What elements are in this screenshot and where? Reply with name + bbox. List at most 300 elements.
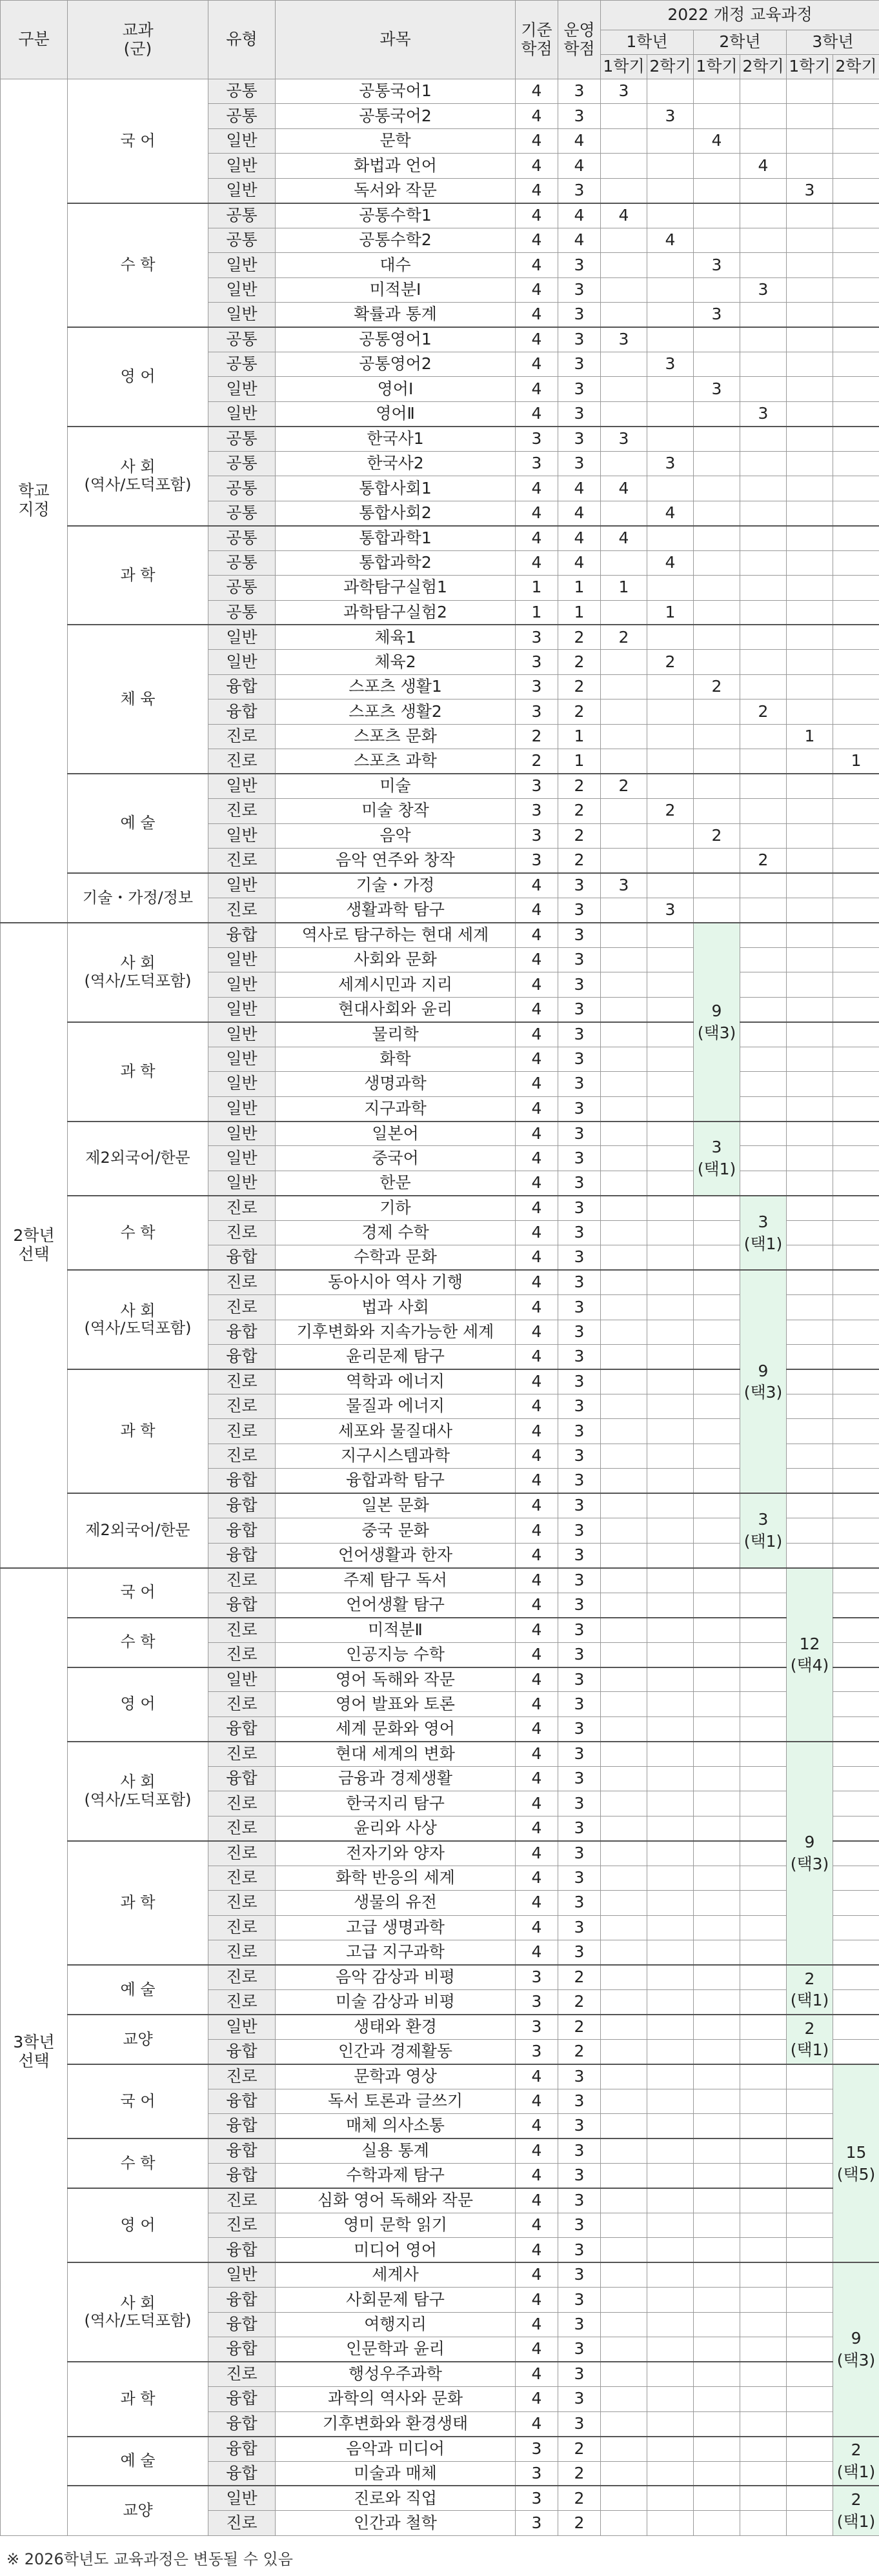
course-type: 융합 bbox=[208, 2288, 276, 2312]
semester-credit bbox=[787, 2164, 833, 2188]
semester-credit bbox=[787, 823, 833, 848]
semester-credit bbox=[740, 823, 787, 848]
semester-credit bbox=[694, 1270, 740, 1294]
course-name: 화학 반응의 세계 bbox=[276, 1866, 516, 1890]
semester-credit bbox=[740, 1096, 787, 1121]
base-credits: 4 bbox=[516, 873, 558, 898]
course-type: 공통 bbox=[208, 600, 276, 625]
subject-group bbox=[68, 1493, 208, 1567]
course-type: 융합 bbox=[208, 2411, 276, 2436]
subject-group-text: 국 어 bbox=[120, 2091, 156, 2110]
semester-credit bbox=[833, 550, 879, 575]
course-name: 고급 생명과학 bbox=[276, 1915, 516, 1940]
semester-credit bbox=[787, 1096, 833, 1121]
semester-credit bbox=[833, 1642, 879, 1667]
semester-credit bbox=[647, 2362, 694, 2386]
semester-credit bbox=[787, 849, 833, 873]
semester-credit bbox=[740, 1891, 787, 1915]
subject-group bbox=[68, 327, 208, 427]
semester-credit bbox=[740, 2362, 787, 2386]
course-type: 일반 bbox=[208, 1171, 276, 1195]
course-type: 융합 bbox=[208, 1518, 276, 1543]
semester-credit bbox=[601, 1444, 647, 1468]
semester-credit bbox=[787, 997, 833, 1021]
semester-credit bbox=[787, 2114, 833, 2138]
elective-credit-label: 9 (택3) bbox=[743, 1361, 783, 1402]
semester-credit bbox=[694, 1816, 740, 1840]
semester-credit bbox=[833, 1245, 879, 1270]
semester-credit: 3 bbox=[647, 451, 694, 476]
subject-group bbox=[68, 79, 208, 203]
op-credits: 3 bbox=[558, 2164, 601, 2188]
table-row bbox=[1, 625, 879, 649]
semester-credit bbox=[601, 2312, 647, 2337]
course-name: 체육1 bbox=[276, 625, 516, 649]
semester-credit bbox=[601, 2089, 647, 2113]
semester-credit bbox=[833, 1270, 879, 1294]
semester-credit bbox=[740, 1047, 787, 1071]
base-credits: 4 bbox=[516, 1394, 558, 1419]
semester-credit bbox=[787, 1394, 833, 1419]
semester-credit bbox=[647, 1171, 694, 1195]
semester-credit bbox=[647, 1791, 694, 1816]
semester-credit bbox=[833, 1295, 879, 1320]
elective-credit-label: 2 (택1) bbox=[836, 2440, 876, 2481]
semester-credit bbox=[787, 303, 833, 327]
op-credits: 3 bbox=[558, 79, 601, 104]
course-name: 통합사회1 bbox=[276, 476, 516, 501]
base-credits: 4 bbox=[516, 1518, 558, 1543]
op-credits: 3 bbox=[558, 2387, 601, 2411]
course-type: 일반 bbox=[208, 2486, 276, 2510]
elective-credit-block bbox=[787, 1742, 833, 1965]
table-row bbox=[1, 2262, 879, 2287]
base-credits: 3 bbox=[516, 1965, 558, 1989]
course-type: 공통 bbox=[208, 501, 276, 525]
course-type: 일반 bbox=[208, 178, 276, 203]
semester-credit bbox=[647, 1543, 694, 1567]
course-name: 기술・가정 bbox=[276, 873, 516, 898]
semester-credit bbox=[787, 1419, 833, 1444]
table-row bbox=[1, 526, 879, 550]
semester-credit bbox=[787, 550, 833, 575]
semester-credit bbox=[833, 1791, 879, 1816]
subject-group bbox=[68, 2486, 208, 2535]
base-credits: 3 bbox=[516, 699, 558, 724]
semester-credit bbox=[740, 1122, 787, 1146]
semester-credit bbox=[601, 2238, 647, 2262]
semester-credit bbox=[694, 1220, 740, 1245]
semester-credit bbox=[647, 774, 694, 798]
semester-credit: 4 bbox=[601, 526, 647, 550]
op-credits: 4 bbox=[558, 154, 601, 178]
op-credits: 3 bbox=[558, 1245, 601, 1270]
semester-credit bbox=[740, 1618, 787, 1642]
semester-credit bbox=[740, 1816, 787, 1840]
subject-group-text: 수 학 bbox=[120, 256, 156, 274]
op-credits: 3 bbox=[558, 427, 601, 451]
semester-credit: 4 bbox=[601, 476, 647, 501]
base-credits: 4 bbox=[516, 1667, 558, 1692]
elective-credit-block bbox=[787, 2015, 833, 2064]
subject-group-text: 제2외국어/한문 bbox=[85, 1521, 190, 1540]
course-name: 통합과학2 bbox=[276, 550, 516, 575]
semester-credit bbox=[694, 774, 740, 798]
semester-credit bbox=[787, 377, 833, 401]
base-credits: 4 bbox=[516, 1295, 558, 1320]
semester-credit bbox=[601, 501, 647, 525]
course-type: 일반 bbox=[208, 2262, 276, 2287]
semester-credit bbox=[740, 352, 787, 376]
subject-group bbox=[68, 1369, 208, 1493]
semester-credit bbox=[833, 674, 879, 699]
subject-group-text: 사 회 (역사/도덕포함) bbox=[84, 2293, 192, 2330]
section-label bbox=[1, 923, 68, 1568]
base-credits: 4 bbox=[516, 2089, 558, 2113]
op-credits: 2 bbox=[558, 774, 601, 798]
semester-credit bbox=[740, 1791, 787, 1816]
semester-credit bbox=[601, 1742, 647, 1766]
semester-credit bbox=[787, 2486, 833, 2510]
course-name: 현대 세계의 변화 bbox=[276, 1742, 516, 1766]
base-credits: 4 bbox=[516, 1816, 558, 1840]
semester-credit bbox=[647, 377, 694, 401]
op-credits: 3 bbox=[558, 1419, 601, 1444]
semester-credit bbox=[694, 104, 740, 128]
semester-credit bbox=[647, 303, 694, 327]
semester-credit bbox=[601, 749, 647, 774]
semester-credit bbox=[647, 2138, 694, 2163]
course-name: 음악 bbox=[276, 823, 516, 848]
base-credits: 4 bbox=[516, 2337, 558, 2362]
base-credits: 4 bbox=[516, 128, 558, 153]
semester-credit bbox=[647, 1766, 694, 1791]
semester-credit bbox=[694, 2138, 740, 2163]
op-credits: 2 bbox=[558, 2461, 601, 2486]
semester-credit bbox=[694, 2362, 740, 2386]
semester-credit bbox=[833, 724, 879, 749]
course-name: 공통수학2 bbox=[276, 228, 516, 252]
base-credits: 4 bbox=[516, 1270, 558, 1294]
semester-credit bbox=[740, 2387, 787, 2411]
op-credits: 3 bbox=[558, 352, 601, 376]
semester-credit bbox=[601, 1989, 647, 2014]
semester-credit bbox=[694, 526, 740, 550]
base-credits: 4 bbox=[516, 2138, 558, 2163]
semester-credit bbox=[601, 178, 647, 203]
semester-credit bbox=[647, 674, 694, 699]
semester-credit bbox=[694, 2039, 740, 2064]
course-name: 매체 의사소통 bbox=[276, 2114, 516, 2138]
course-type: 융합 bbox=[208, 1593, 276, 1617]
semester-credit bbox=[601, 650, 647, 674]
semester-credit bbox=[647, 2511, 694, 2536]
elective-credit-block bbox=[740, 1493, 787, 1567]
course-name: 인문학과 윤리 bbox=[276, 2337, 516, 2362]
semester-credit bbox=[601, 1320, 647, 1344]
semester-credit bbox=[694, 1841, 740, 1866]
course-type: 진로 bbox=[208, 1841, 276, 1866]
op-credits: 3 bbox=[558, 898, 601, 922]
op-credits: 3 bbox=[558, 1716, 601, 1741]
elective-credit-block bbox=[787, 1965, 833, 2015]
course-type: 진로 bbox=[208, 1692, 276, 1716]
semester-credit bbox=[694, 2288, 740, 2312]
course-type: 공통 bbox=[208, 526, 276, 550]
elective-credit-label: 9 (택3) bbox=[836, 2329, 876, 2370]
course-name: 기후변화와 환경생태 bbox=[276, 2411, 516, 2436]
semester-credit bbox=[787, 2188, 833, 2213]
op-credits: 4 bbox=[558, 203, 601, 228]
course-name: 윤리문제 탐구 bbox=[276, 1345, 516, 1369]
semester-credit bbox=[787, 2213, 833, 2237]
subject-group bbox=[68, 2015, 208, 2064]
semester-credit bbox=[647, 1493, 694, 1518]
elective-credit-block bbox=[833, 2437, 879, 2486]
op-credits: 3 bbox=[558, 1146, 601, 1171]
course-name: 융합과학 탐구 bbox=[276, 1469, 516, 1493]
subject-group-text: 과 학 bbox=[120, 2390, 156, 2408]
semester-credit bbox=[647, 327, 694, 352]
table-row bbox=[1, 1122, 879, 1146]
course-name: 법과 사회 bbox=[276, 1295, 516, 1320]
course-type: 진로 bbox=[208, 1568, 276, 1593]
base-credits: 4 bbox=[516, 2362, 558, 2386]
semester-credit bbox=[694, 1469, 740, 1493]
semester-credit bbox=[647, 576, 694, 600]
semester-credit bbox=[694, 2411, 740, 2436]
course-name: 수학과 문화 bbox=[276, 1245, 516, 1270]
semester-credit bbox=[647, 1072, 694, 1096]
semester-credit bbox=[833, 1444, 879, 1468]
semester-credit bbox=[833, 774, 879, 798]
course-name: 한문 bbox=[276, 1171, 516, 1195]
semester-credit bbox=[740, 451, 787, 476]
semester-credit bbox=[601, 1096, 647, 1121]
semester-credit bbox=[601, 2138, 647, 2163]
semester-credit bbox=[694, 2312, 740, 2337]
op-credits: 3 bbox=[558, 2262, 601, 2287]
op-credits: 3 bbox=[558, 1841, 601, 1866]
semester-credit bbox=[787, 1543, 833, 1567]
op-credits: 3 bbox=[558, 1940, 601, 1964]
course-type: 일반 bbox=[208, 873, 276, 898]
semester-credit bbox=[787, 1047, 833, 1071]
semester-credit bbox=[833, 1716, 879, 1741]
semester-credit bbox=[647, 923, 694, 947]
semester-credit bbox=[740, 774, 787, 798]
semester-credit bbox=[833, 1146, 879, 1171]
course-type: 일반 bbox=[208, 1072, 276, 1096]
course-type: 진로 bbox=[208, 1940, 276, 1964]
semester-credit bbox=[787, 873, 833, 898]
base-credits: 3 bbox=[516, 799, 558, 823]
semester-credit bbox=[601, 1220, 647, 1245]
table-row bbox=[1, 2486, 879, 2510]
course-type: 융합 bbox=[208, 2337, 276, 2362]
semester-credit bbox=[740, 650, 787, 674]
semester-credit bbox=[601, 1419, 647, 1444]
semester-credit bbox=[601, 600, 647, 625]
semester-credit: 3 bbox=[694, 253, 740, 277]
semester-credit bbox=[694, 2437, 740, 2461]
header-course: 과목 bbox=[276, 1, 516, 79]
subject-group-text: 교양 bbox=[123, 2029, 153, 2048]
semester-credit bbox=[787, 923, 833, 947]
semester-credit bbox=[787, 104, 833, 128]
header-division: 구분 bbox=[1, 1, 68, 79]
semester-credit bbox=[647, 2238, 694, 2262]
semester-credit bbox=[647, 1220, 694, 1245]
semester-credit bbox=[647, 2262, 694, 2287]
base-credits: 4 bbox=[516, 1220, 558, 1245]
header-semester: 2학기 bbox=[833, 55, 879, 79]
course-type: 일반 bbox=[208, 253, 276, 277]
subject-group bbox=[68, 1568, 208, 1618]
semester-credit bbox=[833, 1345, 879, 1369]
semester-credit bbox=[833, 1171, 879, 1195]
elective-credit-label: 2 (택1) bbox=[836, 2490, 876, 2531]
op-credits: 4 bbox=[558, 526, 601, 550]
semester-credit bbox=[833, 1493, 879, 1518]
course-type: 융합 bbox=[208, 2312, 276, 2337]
subject-group bbox=[68, 2437, 208, 2486]
header-semester: 2학기 bbox=[647, 55, 694, 79]
table-row bbox=[1, 1493, 879, 1518]
course-name: 기하 bbox=[276, 1196, 516, 1220]
semester-credit: 2 bbox=[601, 774, 647, 798]
semester-credit bbox=[601, 401, 647, 426]
op-credits: 3 bbox=[558, 1220, 601, 1245]
semester-credit bbox=[833, 401, 879, 426]
base-credits: 4 bbox=[516, 203, 558, 228]
semester-credit bbox=[694, 427, 740, 451]
course-type: 융합 bbox=[208, 2461, 276, 2486]
semester-credit bbox=[694, 2064, 740, 2089]
base-credits: 4 bbox=[516, 79, 558, 104]
semester-credit bbox=[787, 699, 833, 724]
semester-credit bbox=[787, 203, 833, 228]
course-name: 음악 연주와 창작 bbox=[276, 849, 516, 873]
course-type: 진로 bbox=[208, 1618, 276, 1642]
semester-credit: 3 bbox=[647, 104, 694, 128]
op-credits: 3 bbox=[558, 1816, 601, 1840]
subject-group-text: 국 어 bbox=[120, 1583, 156, 1602]
semester-credit bbox=[647, 2387, 694, 2411]
semester-credit bbox=[787, 128, 833, 153]
semester-credit bbox=[787, 1245, 833, 1270]
base-credits: 4 bbox=[516, 1196, 558, 1220]
semester-credit bbox=[787, 1270, 833, 1294]
semester-credit bbox=[787, 1469, 833, 1493]
section-label-text: 3학년 선택 bbox=[13, 2033, 55, 2070]
subject-group bbox=[68, 1196, 208, 1270]
course-type: 일반 bbox=[208, 128, 276, 153]
op-credits: 3 bbox=[558, 1072, 601, 1096]
semester-credit: 3 bbox=[787, 178, 833, 203]
base-credits: 3 bbox=[516, 2486, 558, 2510]
course-type: 융합 bbox=[208, 1469, 276, 1493]
semester-credit bbox=[647, 1122, 694, 1146]
course-name: 고급 지구과학 bbox=[276, 1940, 516, 1964]
semester-credit bbox=[601, 2337, 647, 2362]
semester-credit bbox=[833, 476, 879, 501]
subject-group bbox=[68, 774, 208, 873]
semester-credit bbox=[694, 2164, 740, 2188]
base-credits: 3 bbox=[516, 1989, 558, 2014]
semester-credit bbox=[787, 277, 833, 302]
semester-credit: 2 bbox=[740, 699, 787, 724]
semester-credit bbox=[833, 1469, 879, 1493]
op-credits: 1 bbox=[558, 724, 601, 749]
semester-credit bbox=[601, 2015, 647, 2039]
semester-credit bbox=[833, 873, 879, 898]
semester-credit bbox=[694, 2089, 740, 2113]
semester-credit bbox=[601, 2387, 647, 2411]
semester-credit bbox=[694, 352, 740, 376]
course-name: 언어생활과 한자 bbox=[276, 1543, 516, 1567]
op-credits: 3 bbox=[558, 1618, 601, 1642]
semester-credit bbox=[787, 154, 833, 178]
course-type: 진로 bbox=[208, 799, 276, 823]
semester-credit bbox=[601, 1122, 647, 1146]
semester-credit bbox=[740, 2064, 787, 2089]
semester-credit bbox=[647, 749, 694, 774]
semester-credit bbox=[694, 873, 740, 898]
base-credits: 4 bbox=[516, 1369, 558, 1394]
subject-group-text: 영 어 bbox=[120, 367, 156, 386]
footnote: ※ 2026학년도 교육과정은 변동될 수 있음 bbox=[6, 2550, 293, 2568]
semester-credit bbox=[740, 2511, 787, 2536]
course-type: 진로 bbox=[208, 1295, 276, 1320]
subject-group-text: 제2외국어/한문 bbox=[85, 1149, 190, 1167]
base-credits: 4 bbox=[516, 898, 558, 922]
semester-credit bbox=[833, 1394, 879, 1419]
op-credits: 3 bbox=[558, 1518, 601, 1543]
semester-credit bbox=[601, 451, 647, 476]
semester-credit bbox=[833, 1989, 879, 2014]
semester-credit: 4 bbox=[647, 550, 694, 575]
course-type: 진로 bbox=[208, 1742, 276, 1766]
semester-credit bbox=[787, 1022, 833, 1047]
course-type: 융합 bbox=[208, 2238, 276, 2262]
header-base-credits bbox=[516, 1, 558, 79]
semester-credit bbox=[787, 2288, 833, 2312]
subject-group-text: 체 육 bbox=[120, 690, 156, 709]
subject-group-text: 예 술 bbox=[120, 2451, 156, 2470]
base-credits: 4 bbox=[516, 923, 558, 947]
semester-credit bbox=[740, 427, 787, 451]
course-name: 스포츠 생활1 bbox=[276, 674, 516, 699]
semester-credit bbox=[601, 2288, 647, 2312]
semester-credit bbox=[647, 1667, 694, 1692]
section-label bbox=[1, 1568, 68, 2536]
semester-credit: 3 bbox=[647, 898, 694, 922]
semester-credit bbox=[740, 2337, 787, 2362]
elective-credit-label: 3 (택1) bbox=[697, 1138, 736, 1179]
course-name: 실용 통계 bbox=[276, 2138, 516, 2163]
semester-credit bbox=[833, 1047, 879, 1071]
op-credits: 3 bbox=[558, 1791, 601, 1816]
semester-credit bbox=[740, 2039, 787, 2064]
op-credits: 3 bbox=[558, 104, 601, 128]
base-credits: 4 bbox=[516, 476, 558, 501]
table-row bbox=[1, 79, 879, 104]
base-credits: 4 bbox=[516, 277, 558, 302]
header-semester: 2학기 bbox=[740, 55, 787, 79]
semester-credit bbox=[740, 600, 787, 625]
semester-credit bbox=[601, 2114, 647, 2138]
